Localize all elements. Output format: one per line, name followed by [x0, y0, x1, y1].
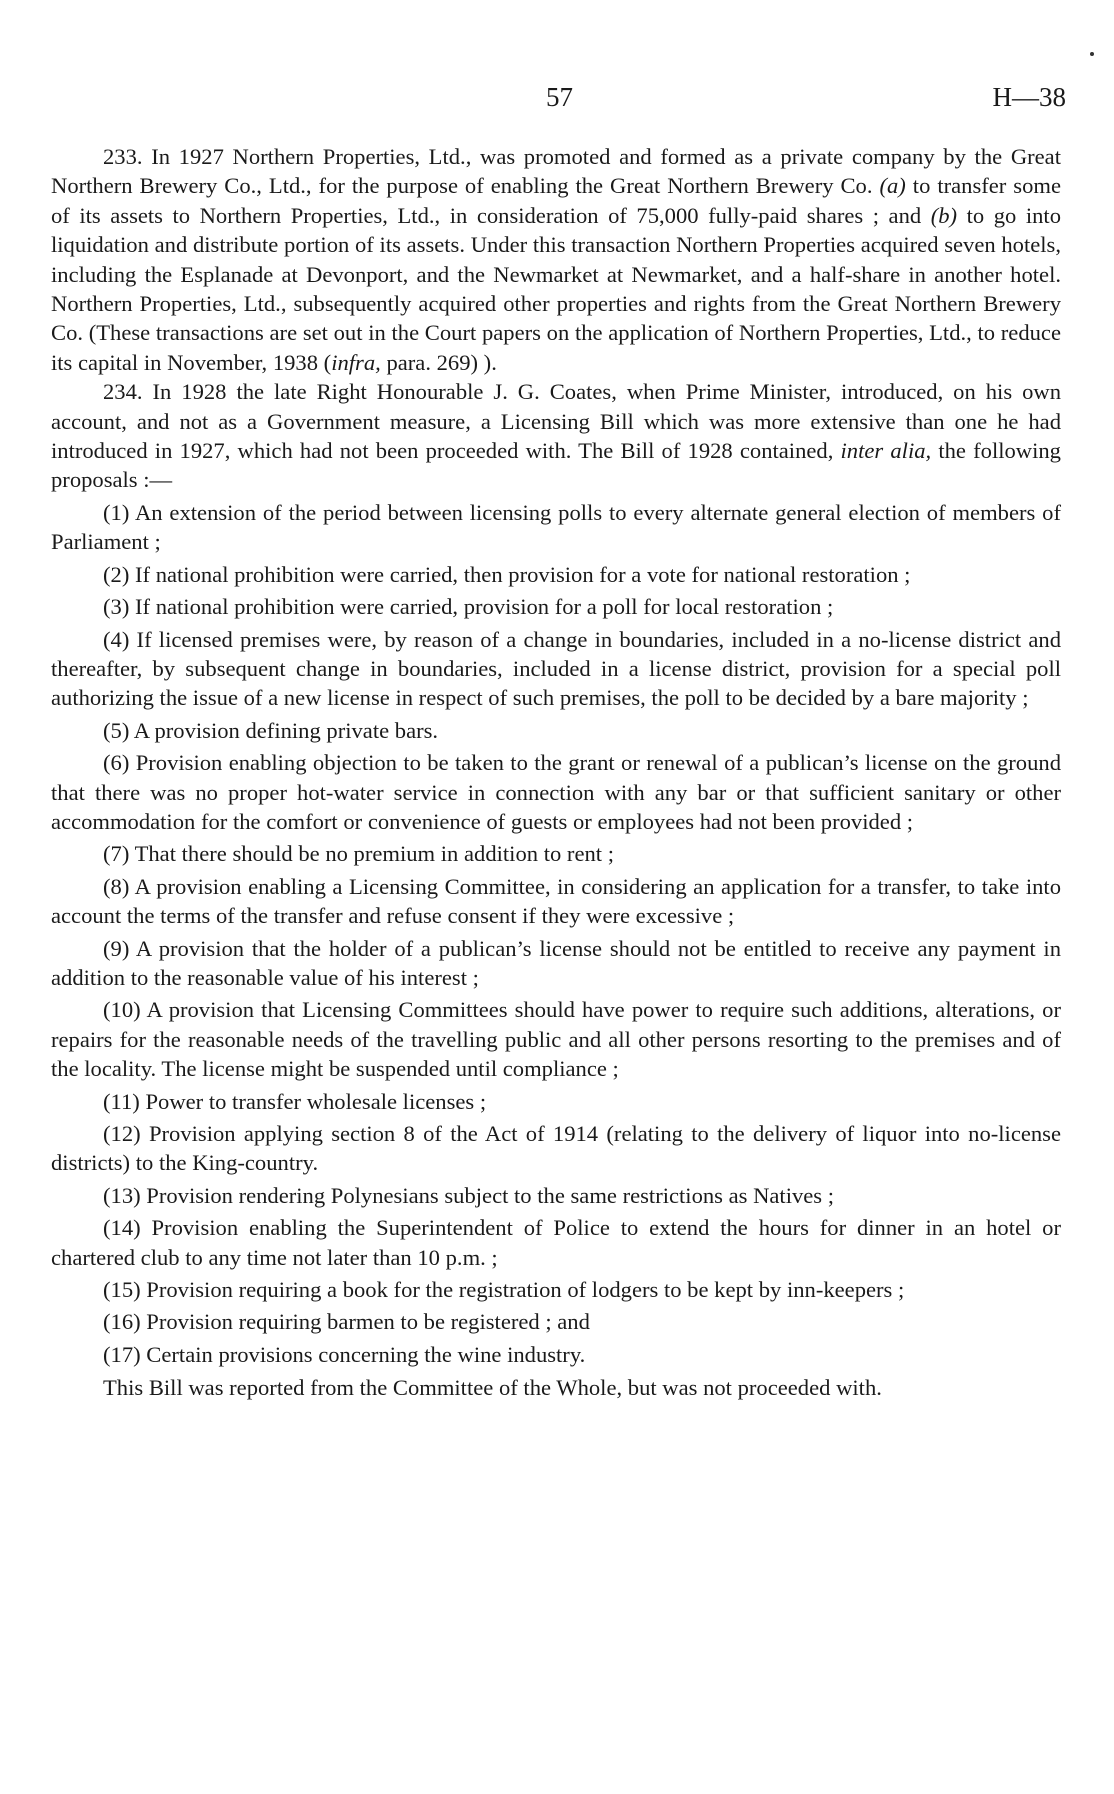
proposal-item: (7) That there should be no premium in addition to rent ;: [103, 841, 614, 867]
paragraph-234: [51, 377, 1061, 495]
paragraph-233-text-2: to transfer some of its assets to Northern Properties, Ltd., in consideration of 75,000 fully-paid shares ; and: [51, 173, 1061, 228]
paragraph-233-marker-b: (b): [930, 202, 958, 228]
proposal-item: (17) Certain provisions concerning the wine industry.: [103, 1341, 586, 1367]
proposal-item: (13) Provision rendering Polynesians subject to the same restrictions as Natives ;: [103, 1182, 835, 1208]
paragraph-233-text-1: 233. In 1927 Northern Properties, Ltd., was promoted and formed as a private company by the Great Northern Brewery Co., Ltd., for the purpose of enabling the Great Northern Brewery Co.: [51, 144, 1061, 199]
closing-paragraph: This Bill was reported from the Committee of the Whole, but was not proceeded with.: [103, 1375, 882, 1401]
proposal-item: (4) If licensed premises were, by reason of a change in boundaries, included in a no-license district and thereafter, by subsequent change in boundaries, included in a license district, provision for a special poll authorizing the issue of a new license in respect of such premises, the poll to be decided by a bare majority ;: [51, 626, 1061, 711]
proposal-item: (6) Provision enabling objection to be taken to the grant or renewal of a publican’s license on the ground that there was no proper hot-water service in connection with any bar or that sufficient sanitary or other accommodation for the comfort or convenience of guests or employees had not been provided ;: [51, 750, 1061, 834]
paragraph-234-text-1: 234. In 1928 the late Right Honourable J. G. Coates, when Prime Minister, introduced, on his own account, and not as a Government measure, a Licensing Bill which was more extensive than one he had introduced in 1927, which had not been proceeded with. The Bill of 1928 contained,: [51, 379, 1061, 464]
paragraph-233-text-3: to go into liquidation and distribute portion of its assets. Under this transaction Northern Properties acquired seven hotels, including the Esplanade at Devonport, and the Newmarket at Newmarket, and a half-share in another hotel. Northern Properties, Ltd., subsequently acquired other properties and rights from the Great Northern Brewery Co. (These transactions are set out in the Court papers on the application of Northern Properties, Ltd., to reduce its capital in November, 1938 (: [51, 202, 1062, 375]
proposal-item: (9) A provision that the holder of a publican’s license should not be entitled to receive any payment in addition to the reasonable value of his interest ;: [51, 935, 1061, 990]
paragraph-233: [51, 142, 1061, 377]
proposal-item: (8) A provision enabling a Licensing Committee, in considering an application for a transfer, to take into account the terms of the transfer and refuse consent if they were excessive ;: [51, 873, 1061, 929]
document-reference: H—38: [992, 82, 1066, 112]
page-header: [0, 82, 1114, 122]
proposal-item: (14) Provision enabling the Superintendent of Police to extend the hours for dinner in an hotel or chartered club to any time not later than 10 p.m. ;: [51, 1215, 1061, 1270]
page-speck: [1090, 52, 1094, 56]
paragraph-234-inter-alia: inter alia,: [840, 438, 932, 464]
proposal-item: (15) Provision requiring a book for the registration of lodgers to be kept by inn-keepers ;: [103, 1277, 905, 1303]
paragraph-233-marker-a: (a): [879, 173, 906, 199]
proposal-item: (5) A provision defining private bars.: [103, 717, 439, 743]
proposal-item: (1) An extension of the period between licensing polls to every alternate general election of members of Parliament ;: [51, 499, 1061, 555]
proposal-item: (3) If national prohibition were carried, provision for a poll for local restoration ;: [103, 594, 834, 620]
proposal-item: (16) Provision requiring barmen to be registered ; and: [103, 1309, 590, 1335]
paragraph-233-infra: infra,: [331, 349, 381, 375]
page-number: 57: [546, 82, 573, 112]
proposal-item: (10) A provision that Licensing Committees should have power to require such additions, alterations, or repairs for the reasonable needs of the travelling public and all other persons resorting to the premises and of the locality. The license might be suspended until compliance ;: [51, 997, 1061, 1082]
body-text: [51, 142, 1061, 1403]
paragraph-234-text-2: the following proposals :—: [51, 438, 1061, 493]
proposal-item: (11) Power to transfer wholesale licenses ;: [103, 1088, 487, 1114]
proposal-item: (2) If national prohibition were carried, then provision for a vote for national restoration ;: [103, 561, 911, 587]
paragraph-233-text-4: para. 269) ).: [380, 349, 497, 375]
proposal-item: (12) Provision applying section 8 of the Act of 1914 (relating to the delivery of liquor into no-license districts) to the King-country.: [51, 1121, 1061, 1176]
